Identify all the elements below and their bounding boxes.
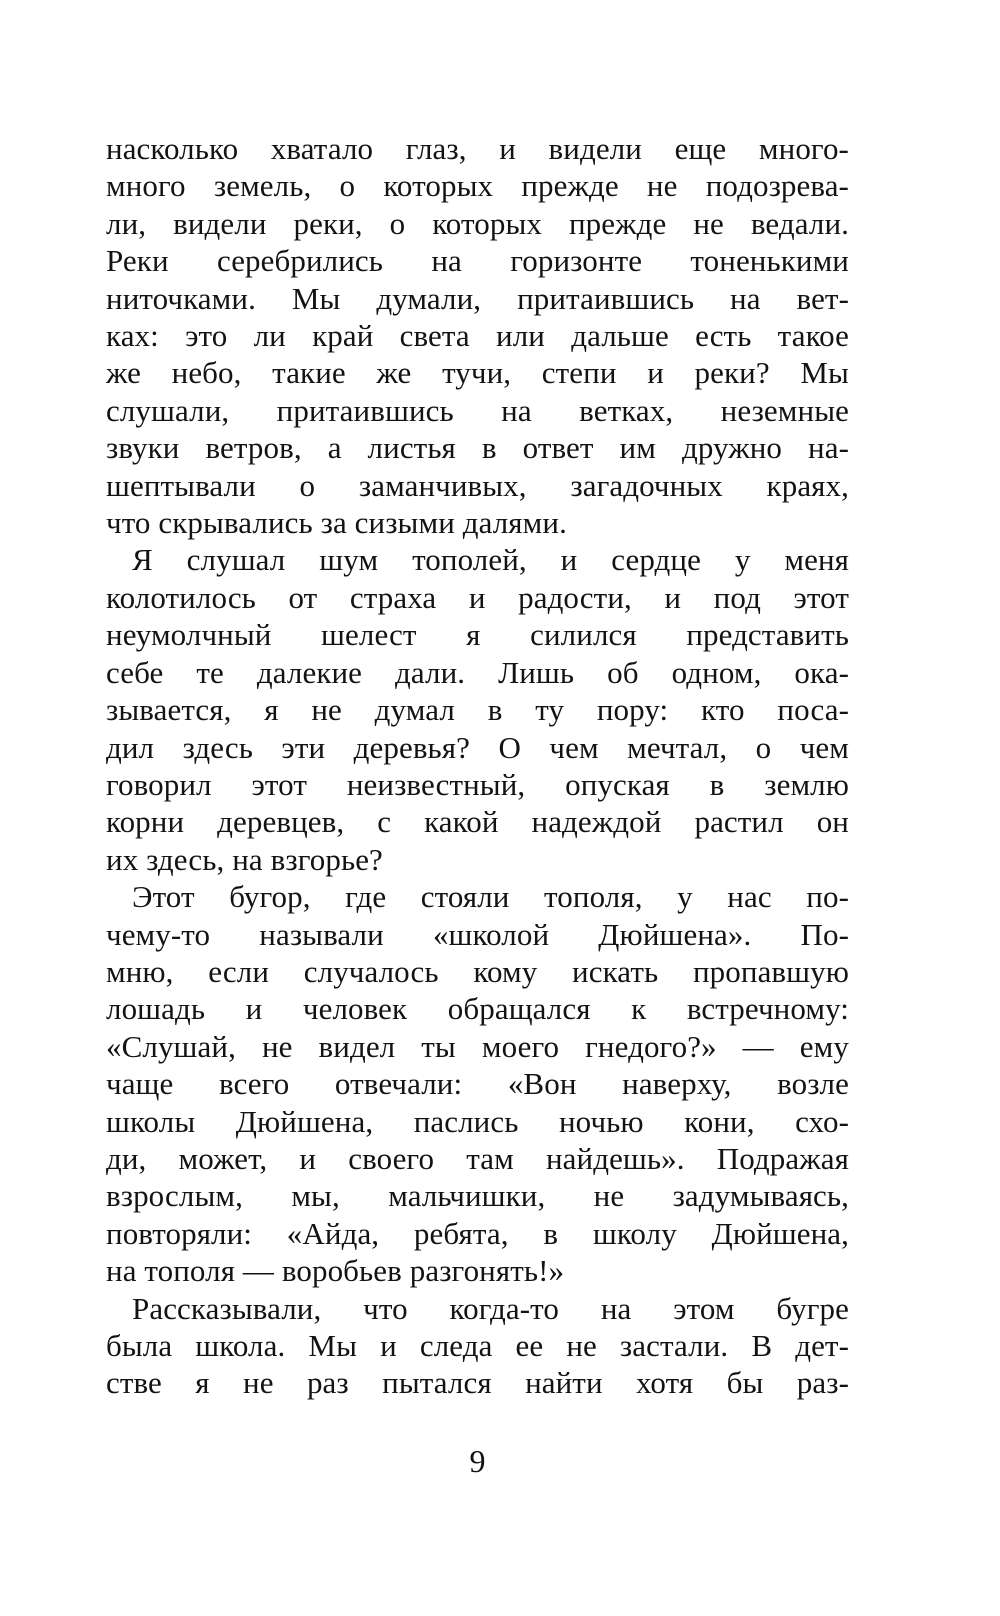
text-line: на тополя — воробьев разгонять!» bbox=[106, 1253, 565, 1289]
text-line: Этот бугор, где стояли тополя, у нас по- bbox=[132, 879, 849, 915]
text-line: слушали, притаившись на ветках, неземные bbox=[106, 392, 849, 428]
text-line: корни деревцев, с какой надеждой растил он bbox=[106, 804, 849, 840]
text-line: лошадь и человек обращался к встречному: bbox=[106, 991, 849, 1027]
text-line: их здесь, на взгорье? bbox=[106, 841, 383, 877]
text-line: же небо, такие же тучи, степи и реки? Мы bbox=[106, 355, 849, 391]
text-line: что скрывались за сизыми далями. bbox=[106, 505, 567, 541]
text-line: школы Дюйшена, паслись ночью кони, схо- bbox=[106, 1103, 849, 1139]
text-line: себе те далекие дали. Лишь об одном, ока- bbox=[106, 654, 849, 690]
text-line: зывается, я не думал в ту пору: кто поса- bbox=[106, 692, 849, 728]
text-line: взрослым, мы, мальчишки, не задумываясь, bbox=[106, 1178, 849, 1214]
page-number: 9 bbox=[469, 1443, 486, 1479]
text-line: была школа. Мы и следа ее не застали. В дет- bbox=[106, 1328, 849, 1363]
text-line: насколько хватало глаз, и видели еще много- bbox=[106, 131, 849, 166]
text-line: чаще всего отвечали: «Вон наверху, возле bbox=[106, 1066, 849, 1102]
text-line: «Слушай, не видел ты моего гнедого?» — ему bbox=[106, 1028, 849, 1064]
text-line: повторяли: «Айда, ребята, в школу Дюйшена, bbox=[106, 1215, 849, 1251]
text-line: мню, если случалось кому искать пропавшую bbox=[106, 953, 849, 989]
text-line: ках: это ли край света или дальше есть такое bbox=[106, 318, 849, 354]
text-line: неумолчный шелест я силился представить bbox=[106, 617, 849, 653]
text-line: ди, может, и своего там найдешь». Подражая bbox=[106, 1140, 849, 1176]
text-line: говорил этот неизвестный, опуская в землю bbox=[106, 766, 849, 802]
text-line: много земель, о которых прежде не подозрева- bbox=[106, 168, 849, 204]
text-line: Реки серебрились на горизонте тоненькими bbox=[106, 243, 849, 279]
text-line: колотилось от страха и радости, и под этот bbox=[106, 579, 849, 615]
page-text bbox=[106, 130, 849, 1402]
text-line: ниточками. Мы думали, притаившись на вет- bbox=[106, 280, 849, 316]
text-line: дил здесь эти деревья? О чем мечтал, о чем bbox=[106, 729, 849, 765]
text-line: Я слушал шум тополей, и сердце у меня bbox=[132, 542, 849, 578]
text-line: Рассказывали, что когда-то на этом бугре bbox=[132, 1290, 849, 1326]
text-line: чему-то называли «школой Дюйшена». По- bbox=[106, 916, 849, 952]
text-line: ли, видели реки, о которых прежде не ведали. bbox=[106, 205, 849, 241]
text-line: звуки ветров, а листья в ответ им дружно на- bbox=[106, 430, 849, 466]
text-line: шептывали о заманчивых, загадочных краях, bbox=[106, 467, 849, 503]
text-line: стве я не раз пытался найти хотя бы раз- bbox=[106, 1365, 849, 1401]
